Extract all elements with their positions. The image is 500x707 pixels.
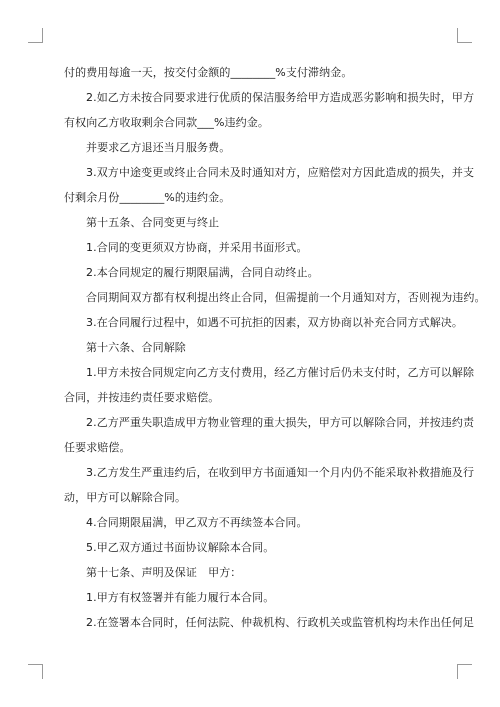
page-corner-mark-bottom-right	[457, 664, 472, 679]
text-line: 3.双方中途变更或终止合同未及时通知对方，应赔偿对方因此造成的损失，并支	[86, 166, 475, 179]
document-body	[64, 60, 486, 635]
text-line: 4.合同期限届满，甲乙双方不再续签本合同。	[86, 516, 308, 529]
text-line: 动，甲方可以解除合同。	[64, 491, 187, 504]
text-line: 有权向乙方收取剩余合同款___%违约金。	[64, 116, 269, 129]
text-line: 5.甲乙双方通过书面协议解除本合同。	[86, 541, 275, 554]
text-line: 2.在签署本合同时，任何法院、仲裁机构、行政机关或监管机构均未作出任何足	[86, 616, 475, 629]
text-line: 1.合同的变更须双方协商，并采用书面形式。	[86, 241, 308, 254]
page-corner-mark-bottom-left	[28, 664, 43, 679]
text-line: 任要求赔偿。	[64, 441, 131, 454]
text-line: 2.如乙方未按合同要求进行优质的保洁服务给甲方造成恶劣影响和损失时，甲方	[86, 91, 475, 104]
section-heading: 第十六条、合同解除	[86, 341, 186, 354]
section-heading: 第十五条、合同变更与终止	[86, 216, 220, 229]
text-line: 付剩余月份________%的违约金。	[64, 191, 231, 204]
text-line: 付的费用每逾一天，按交付金额的________%支付滞纳金。	[64, 66, 353, 79]
text-line: 1.甲方有权签署并有能力履行本合同。	[86, 591, 275, 604]
text-line: 3.乙方发生严重违约后，在收到甲方书面通知一个月内仍不能采取补救措施及行	[86, 466, 475, 479]
text-line: 2.本合同规定的履行期限届满，合同自动终止。	[86, 266, 319, 279]
page-corner-mark-top-right	[457, 28, 472, 43]
text-line: 1.甲方未按合同规定向乙方支付费用，经乙方催讨后仍未支付时，乙方可以解除	[86, 366, 475, 379]
text-line: 合同，并按违约责任要求赔偿。	[64, 391, 220, 404]
text-line: 合同期间双方都有权利提出终止合同，但需提前一个月通知对方，否则视为违约。	[86, 291, 486, 304]
text-line: 并要求乙方退还当月服务费。	[86, 141, 231, 154]
section-heading: 第十七条、声明及保证 甲方：	[86, 566, 242, 579]
page-corner-mark-top-left	[28, 28, 43, 43]
text-line: 2.乙方严重失职造成甲方物业管理的重大损失，甲方可以解除合同，并按违约责	[86, 416, 475, 429]
text-line: 3.在合同履行过程中，如遇不可抗拒的因素，双方协商以补充合同方式解决。	[86, 316, 463, 329]
